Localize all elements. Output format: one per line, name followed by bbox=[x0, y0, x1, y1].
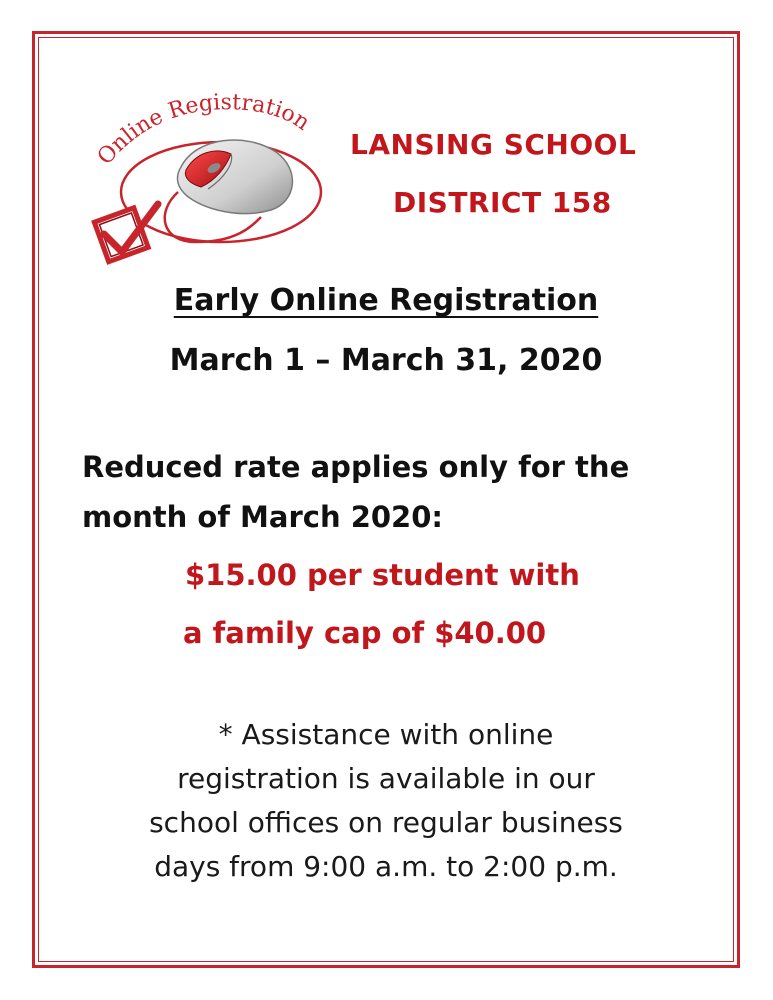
assistance-line-4: days from 9:00 a.m. to 2:00 p.m. bbox=[154, 850, 618, 883]
checkbox-icon bbox=[94, 204, 158, 262]
assistance-line-1: * Assistance with online bbox=[218, 718, 554, 751]
assistance-line-2: registration is available in our bbox=[177, 762, 595, 795]
registration-dates: March 1 – March 31, 2020 bbox=[169, 343, 603, 378]
rate-text-line-2: month of March 2020: bbox=[82, 500, 443, 534]
online-registration-logo bbox=[86, 92, 326, 272]
price-line-1: $15.00 per student with bbox=[185, 558, 580, 592]
rate-text-line-1: Reduced rate applies only for the bbox=[82, 450, 630, 484]
district-name-line-1: LANSING SCHOOL bbox=[350, 128, 637, 161]
price-line-2: a family cap of $40.00 bbox=[183, 616, 547, 650]
district-name-line-2: DISTRICT 158 bbox=[393, 186, 612, 219]
registration-title: Early Online Registration bbox=[173, 283, 599, 318]
mouse-icon bbox=[177, 140, 292, 214]
logo-text: Online Registration bbox=[92, 92, 315, 170]
assistance-line-3: school offices on regular business bbox=[149, 806, 623, 839]
